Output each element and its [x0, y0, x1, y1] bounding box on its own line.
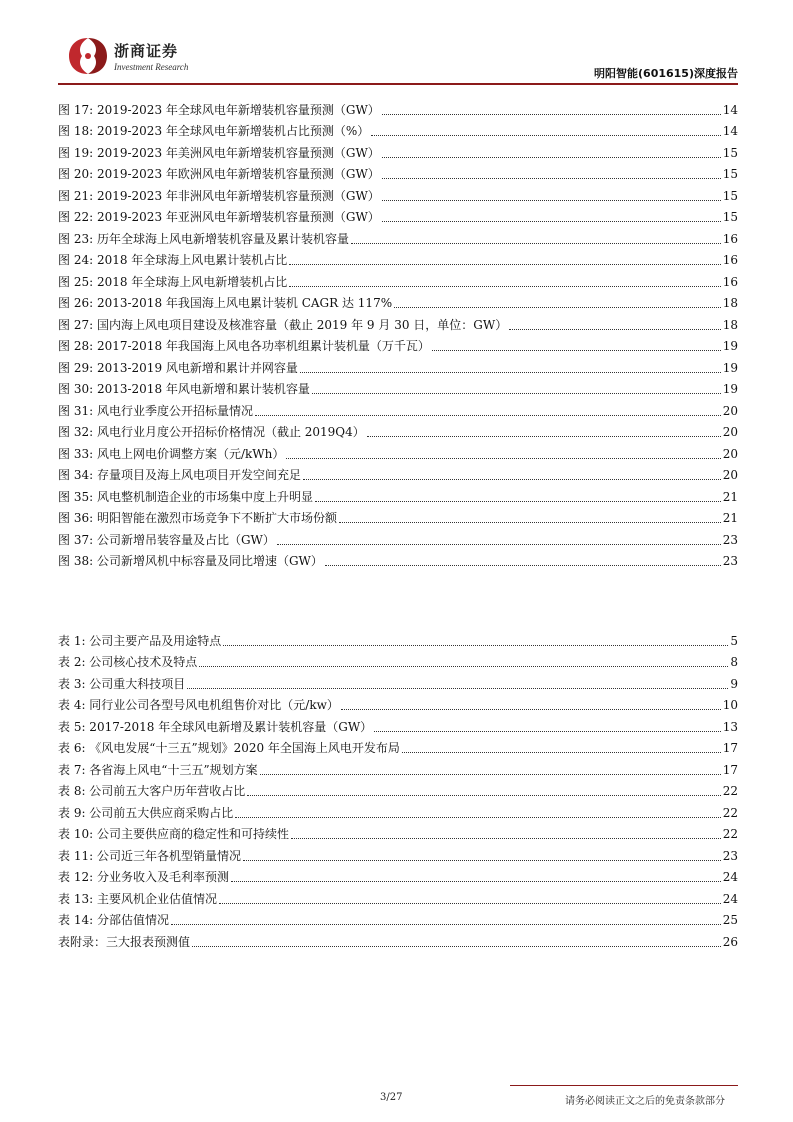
- toc-entry-page: 20: [722, 446, 738, 461]
- toc-entry-label: 图 31: 风电行业季度公开招标量情况: [58, 403, 253, 418]
- dot-leader: [367, 435, 721, 437]
- toc-entry-label: 图 37: 公司新增吊装容量及占比（GW）: [58, 532, 275, 547]
- toc-entry-page: 16: [722, 231, 738, 246]
- dot-leader: [382, 156, 721, 158]
- toc-entry-label: 图 36: 明阳智能在激烈市场竞争下不断扩大市场份额: [58, 511, 337, 525]
- toc-entry-label: 图 38: 公司新增风机中标容量及同比增速（GW）: [58, 554, 323, 568]
- toc-entry-page: 16: [722, 253, 738, 267]
- table-toc-entry[interactable]: [58, 864, 738, 886]
- toc-entry-page: 23: [722, 848, 738, 863]
- dot-leader: [192, 945, 721, 947]
- toc-entry-page: 17: [722, 762, 738, 777]
- dot-leader: [247, 794, 720, 796]
- dot-leader: [394, 306, 721, 308]
- toc-entry-page: 19: [722, 382, 738, 396]
- figure-toc-entry[interactable]: [58, 247, 738, 269]
- toc-entry-page: 5: [730, 633, 738, 648]
- toc-entry-page: 14: [722, 102, 738, 117]
- toc-entry-label: 表 8: 公司前五大客户历年营收占比: [58, 784, 246, 798]
- table-toc-entry[interactable]: [58, 670, 738, 692]
- dot-leader: [286, 457, 720, 459]
- figure-toc-entry[interactable]: [58, 182, 738, 204]
- figure-toc-entry[interactable]: [58, 139, 738, 161]
- toc-entry-label: 图 20: 2019-2023 年欧洲风电年新增装机容量预测（GW）: [58, 167, 380, 181]
- table-toc-entry[interactable]: [58, 928, 738, 950]
- toc-entry-label: 图 22: 2019-2023 年亚洲风电年新增装机容量预测（GW）: [58, 210, 380, 224]
- dot-leader: [260, 773, 721, 775]
- dot-leader: [199, 665, 728, 667]
- zheshang-logo-icon: [66, 36, 110, 76]
- figure-toc-entry[interactable]: [58, 225, 738, 247]
- figure-toc-entry[interactable]: [58, 204, 738, 226]
- brand-subtitle: Investment Research: [114, 62, 189, 72]
- toc-entry-label: 图 17: 2019-2023 年全球风电年新增装机容量预测（GW）: [58, 102, 380, 117]
- dot-leader: [300, 371, 721, 373]
- toc-entry-label: 图 30: 2013-2018 年风电新增和累计装机容量: [58, 382, 310, 396]
- page-number: 3/27: [380, 1092, 403, 1103]
- toc-entry-page: 19: [722, 339, 738, 353]
- toc-entry-label: 图 25: 2018 年全球海上风电新增装机占比: [58, 274, 288, 289]
- toc-entry-label: 图 24: 2018 年全球海上风电累计装机占比: [58, 253, 288, 267]
- dot-leader: [382, 177, 721, 179]
- dot-leader: [231, 880, 721, 882]
- table-toc-entry[interactable]: [58, 756, 738, 778]
- toc-entry-label: 表 12: 分业务收入及毛利率预测: [58, 870, 229, 884]
- toc-entry-page: 22: [722, 805, 738, 820]
- figure-toc-entry[interactable]: [58, 311, 738, 333]
- toc-entry-page: 8: [730, 655, 738, 669]
- dot-leader: [223, 644, 728, 646]
- figure-list: [58, 96, 738, 569]
- toc-entry-label: 图 34: 存量项目及海上风电项目开发空间充足: [58, 468, 301, 482]
- dot-leader: [235, 816, 720, 818]
- dot-leader: [382, 220, 721, 222]
- dot-leader: [382, 199, 721, 201]
- table-toc-entry[interactable]: [58, 735, 738, 757]
- toc-entry-page: 22: [722, 784, 738, 798]
- figure-toc-entry[interactable]: [58, 96, 738, 118]
- toc-entry-page: 21: [722, 489, 738, 504]
- toc-entry-page: 18: [722, 296, 738, 310]
- dot-leader: [402, 751, 721, 753]
- toc-entry-label: 表 14: 分部估值情况: [58, 913, 169, 927]
- dot-leader: [509, 328, 721, 330]
- toc-entry-page: 20: [722, 468, 738, 482]
- dot-leader: [243, 859, 721, 861]
- toc-entry-page: 23: [722, 532, 738, 547]
- toc-entry-page: 24: [722, 891, 738, 906]
- figure-toc-entry[interactable]: [58, 548, 738, 570]
- toc-entry-page: 14: [722, 124, 738, 138]
- toc-entry-label: 表 9: 公司前五大供应商采购占比: [58, 805, 234, 820]
- dot-leader: [303, 478, 721, 480]
- dot-leader: [289, 263, 720, 265]
- dot-leader: [255, 414, 721, 416]
- toc-entry-label: 图 19: 2019-2023 年美洲风电年新增装机容量预测（GW）: [58, 145, 380, 160]
- toc-entry-label: 图 18: 2019-2023 年全球风电年新增装机占比预测（%）: [58, 124, 370, 138]
- toc-entry-label: 图 29: 2013-2019 风电新增和累计并网容量: [58, 360, 298, 375]
- toc-entry-label: 表 11: 公司近三年各机型销量情况: [58, 848, 241, 863]
- figure-toc-entry[interactable]: [58, 526, 738, 548]
- figure-toc-entry[interactable]: [58, 440, 738, 462]
- dot-leader: [325, 564, 721, 566]
- toc-entry-label: 表 1: 公司主要产品及用途特点: [58, 633, 222, 648]
- toc-entry-label: 表 10: 公司主要供应商的稳定性和可持续性: [58, 827, 289, 841]
- report-title: 明阳智能(601615)深度报告: [594, 67, 738, 80]
- dot-leader: [382, 113, 721, 115]
- toc-entry-label: 图 27: 国内海上风电项目建设及核准容量（截止 2019 年 9 月 30 日，单位：GW）: [58, 317, 508, 332]
- toc-entry-label: 表 13: 主要风机企业估值情况: [58, 891, 217, 906]
- figure-toc-entry[interactable]: [58, 354, 738, 376]
- dot-leader: [341, 708, 721, 710]
- table-toc-entry[interactable]: [58, 821, 738, 843]
- table-toc-entry[interactable]: [58, 627, 738, 649]
- table-toc-entry[interactable]: [58, 692, 738, 714]
- dot-leader: [312, 392, 721, 394]
- toc-entry-label: 表附录：三大报表预测值: [58, 934, 191, 949]
- toc-entry-page: 19: [722, 360, 738, 375]
- table-toc-entry[interactable]: [58, 842, 738, 864]
- table-toc-entry[interactable]: [58, 907, 738, 929]
- toc-entry-label: 表 6: 《风电发展“十三五”规划》2020 年全国海上风电开发布局: [58, 741, 400, 755]
- toc-entry-page: 15: [722, 188, 738, 203]
- dot-leader: [187, 687, 728, 689]
- dot-leader: [371, 134, 720, 136]
- toc-entry-page: 25: [722, 913, 738, 927]
- dot-leader: [374, 730, 721, 732]
- toc-entry-label: 图 28: 2017-2018 年我国海上风电各功率机组累计装机量（万千瓦）: [58, 339, 430, 353]
- toc-entry-page: 23: [722, 554, 738, 568]
- toc-entry-label: 图 23: 历年全球海上风电新增装机容量及累计装机容量: [58, 231, 349, 246]
- header-divider: [58, 83, 738, 85]
- toc-entry-label: 图 21: 2019-2023 年非洲风电年新增装机容量预测（GW）: [58, 188, 380, 203]
- table-toc-entry[interactable]: [58, 649, 738, 671]
- table-toc-entry[interactable]: [58, 799, 738, 821]
- toc-entry-page: 17: [722, 741, 738, 755]
- toc-entry-label: 图 35: 风电整机制造企业的市场集中度上升明显: [58, 489, 313, 504]
- toc-entry-label: 表 2: 公司核心技术及特点: [58, 655, 198, 669]
- toc-entry-label: 图 26: 2013-2018 年我国海上风电累计装机 CAGR 达 117%: [58, 296, 393, 310]
- toc-entry-page: 13: [722, 719, 738, 734]
- toc-entry-page: 15: [722, 210, 738, 224]
- brand-name: 浙商证券: [114, 42, 179, 60]
- figure-toc-entry[interactable]: [58, 419, 738, 441]
- dot-leader: [277, 543, 721, 545]
- toc-entry-label: 表 7: 各省海上风电“十三五”规划方案: [58, 762, 258, 777]
- figure-toc-entry[interactable]: [58, 333, 738, 355]
- disclaimer-text: 请务必阅读正文之后的免责条款部分: [565, 1096, 725, 1107]
- dot-leader: [171, 923, 721, 925]
- toc-entry-page: 15: [722, 145, 738, 160]
- figure-toc-entry[interactable]: [58, 462, 738, 484]
- footer-divider: [510, 1085, 738, 1086]
- toc-entry-page: 9: [730, 676, 738, 691]
- toc-entry-label: 表 3: 公司重大科技项目: [58, 676, 186, 691]
- dot-leader: [291, 837, 721, 839]
- toc-entry-label: 表 5: 2017-2018 年全球风电新增及累计装机容量（GW）: [58, 719, 373, 734]
- dot-leader: [351, 242, 721, 244]
- toc-entry-page: 24: [722, 870, 738, 884]
- toc-entry-page: 20: [722, 425, 738, 439]
- toc-entry-page: 21: [722, 511, 738, 525]
- toc-entry-page: 16: [722, 274, 738, 289]
- table-toc-entry[interactable]: [58, 713, 738, 735]
- figure-toc-entry[interactable]: [58, 118, 738, 140]
- table-list: [58, 627, 738, 950]
- dot-leader: [315, 500, 721, 502]
- figure-toc-entry[interactable]: [58, 161, 738, 183]
- toc-entry-page: 10: [722, 698, 738, 712]
- figure-toc-entry[interactable]: [58, 268, 738, 290]
- dot-leader: [219, 902, 721, 904]
- toc-entry-label: 图 32: 风电行业月度公开招标价格情况（截止 2019Q4）: [58, 425, 365, 439]
- table-toc-entry[interactable]: [58, 885, 738, 907]
- toc-entry-label: 图 33: 风电上网电价调整方案（元/kWh）: [58, 446, 285, 461]
- figure-toc-entry[interactable]: [58, 376, 738, 398]
- toc-entry-page: 26: [722, 934, 738, 949]
- page-header: [58, 30, 738, 82]
- toc-entry-page: 15: [722, 167, 738, 181]
- toc-entry-page: 22: [722, 827, 738, 841]
- figure-toc-entry[interactable]: [58, 483, 738, 505]
- dot-leader: [289, 285, 720, 287]
- dot-leader: [432, 349, 721, 351]
- toc-entry-page: 18: [722, 317, 738, 332]
- figure-toc-entry[interactable]: [58, 290, 738, 312]
- dot-leader: [339, 521, 721, 523]
- toc-entry-page: 20: [722, 403, 738, 418]
- figure-toc-entry[interactable]: [58, 505, 738, 527]
- figure-toc-entry[interactable]: [58, 397, 738, 419]
- table-toc-entry[interactable]: [58, 778, 738, 800]
- toc-entry-label: 表 4: 同行业公司各型号风电机组售价对比（元/kw）: [58, 698, 339, 712]
